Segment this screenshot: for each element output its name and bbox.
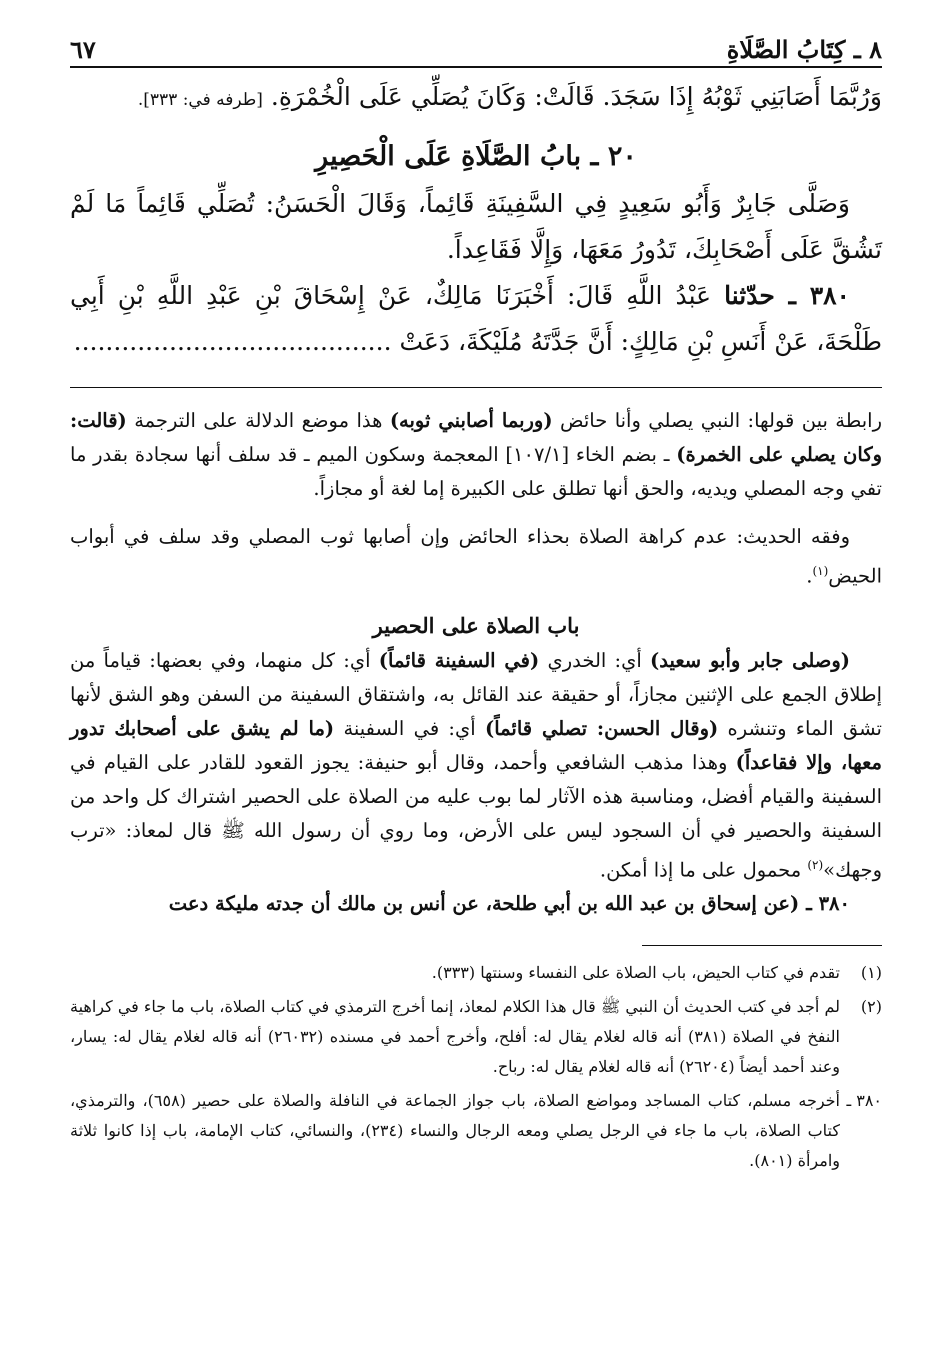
commentary-text: محمول على ما إذا أمكن. <box>599 858 802 881</box>
matn-line-1 <box>70 74 882 123</box>
commentary-text: أي: الخدري <box>547 648 642 672</box>
commentary-text: وهذا مذهب الشافعي وأحمد، وقال أبو حنيفة: يجوز القعود للقادر على القيام في السفينة والقيام أفضل، ومناسبة هذه الآثار لما بوب عليه من الصلاة على الحصير اشتراك كل واحد من السفينة والحصير في أن السجود ليس على الأرض، وما روي أن رسول الله ﷺ قال لمعاذ: «ترب وجهك» <box>70 750 882 881</box>
footnote-marker: (١) <box>812 564 829 578</box>
quoted-text: ٣٨٠ ـ (عن إسحاق بن عبد الله بن أبي طلحة، عن أنس بن مالك أن جدته مليكة دعت <box>168 892 850 915</box>
quoted-text: (وقال الحسن: تصلي قائماً) <box>484 716 719 740</box>
commentary <box>70 404 882 921</box>
main-text <box>70 74 882 365</box>
footnote-text: لم أجد في كتب الحديث أن النبي ﷺ قال هذا الكلام لمعاذ، إنما أخرج الترمذي في كتاب الصلاة، باب ما جاء في كراهية النفخ في الصلاة (٣٨١) أنه قاله لغلام يقال له: أفلح، وأخرج أحمد في مسنده (٢٦٠٣٢) أنه قاله لغلام يقال له: يسار، وعند أحمد أيضاً (٢٦٢٠٤) أنه قاله لغلام يقال له: رباح. <box>70 997 841 1076</box>
page-header <box>70 28 882 68</box>
quoted-text: (وصلى جابر وأبو سعيد) <box>650 648 851 672</box>
quoted-text: (قالت: وكان يصلي على الخمرة) <box>70 409 883 466</box>
commentary-paragraph-2 <box>70 520 882 594</box>
quoted-text: (في السفينة قائماً) <box>378 648 540 672</box>
footnote-text: أخرجه مسلم، كتاب المساجد ومواضع الصلاة، باب جواز الجماعة في النافلة والصلاة على حصير (٦٥٨)، والترمذي، كتاب الصلاة، باب ما جاء في الرجل يصلي ومعه الرجال والنساء (٢٣٤)، والنسائي، كتاب الإمامة، باب إذا كانوا ثلاثة وامرأة (٨٠١). <box>70 1091 840 1170</box>
cross-reference: [طرفه في: ٣٣٣]. <box>137 90 263 110</box>
matn-line-1-text: وَرُبَّمَا أَصَابَنِي ثَوْبُهُ إِذَا سَجَدَ. قَالَتْ: وَكَانَ يُصَلِّي عَلَى الْخُمْرَةِ. <box>270 82 882 111</box>
footnotes <box>70 958 882 1176</box>
matn-paragraph-1: وَصَلَّى جَابِرٌ وَأَبُو سَعِيدٍ فِي السَّفِينَةِ قَائِماً، وَقَالَ الْحَسَنُ: تُصَلِّي قَائِماً مَا لَمْ تَشُقَّ عَلَى أَصْحَابِكَ، تَدُورُ مَعَهَا، وَإِلَّا فَقَاعِداً. <box>70 189 882 264</box>
quoted-text: (ما لم يشق على أصحابك تدور معها، وإلا فقاعداً) <box>70 716 882 774</box>
commentary-text: رابطة بين قولها: النبي يصلي وأنا حائض <box>559 409 883 432</box>
commentary-paragraph-4 <box>70 887 882 921</box>
footnote-number: (١) <box>860 963 882 982</box>
main-divider <box>70 387 882 388</box>
footnote-number: ٣٨٠ ـ <box>846 1091 882 1110</box>
page-number: ٦٧ <box>70 35 96 64</box>
footnote <box>70 992 882 1082</box>
continuation-dots: ........................................ <box>73 327 392 356</box>
footnote-separator <box>642 945 882 946</box>
book-page <box>70 28 882 1180</box>
footnote-text: تقدم في كتاب الحيض، باب الصلاة على النفساء وسنتها (٣٣٣). <box>431 963 840 982</box>
chapter-heading: ٢٠ ـ بابُ الصَّلَاةِ عَلَى الْحَصِيرِ <box>315 141 637 172</box>
footnote-number: (٢) <box>860 997 882 1016</box>
commentary-text: وفقه الحديث: عدم كراهة الصلاة بحذاء الحائض وإن أصابها ثوب المصلي وقد سلف في أبواب الحيض <box>70 525 882 588</box>
commentary-text: أي: في السفينة <box>343 716 476 740</box>
hadith-paragraph <box>70 273 882 365</box>
commentary-heading: باب الصلاة على الحصير <box>372 612 580 638</box>
commentary-text: هذا موضع الدلالة على الترجمة <box>134 409 383 432</box>
commentary-text: ـ بضم الخاء [١٠٧/١] المعجمة وسكون الميم ـ قد سلف أنها سجادة بقدر ما تفي وجه المصلي ويديه، والحق أنها تطلق على الكبيرة إما لغة أو مجازاً. <box>70 443 882 500</box>
commentary-paragraph-3 <box>70 644 882 888</box>
chapter-title: ٨ ـ كِتَابُ الصَّلَاةِ <box>726 35 882 64</box>
hadith-number: ٣٨٠ ـ حدّثنا <box>724 281 850 310</box>
commentary-paragraph-1 <box>70 404 882 506</box>
commentary-text: أي: كل منهما، وفي بعضها: قياماً من إطلاق الجمع على الإثنين مجازاً، أو حقيقة عند القائل به، واشتقاق السفينة من السفن وهو الشق لأنها تشق الماء وتنشره <box>70 648 882 740</box>
commentary-text: . <box>806 564 813 588</box>
footnote <box>70 958 882 988</box>
footnote <box>70 1086 882 1176</box>
footnote-marker: (٢) <box>807 857 824 872</box>
quoted-text: (وربما أصابني ثوبه) <box>389 409 553 432</box>
hadith-text: عَبْدُ اللَّهِ قَالَ: أَخْبَرَنَا مَالِكٌ، عَنْ إِسْحَاقَ بْنِ عَبْدِ اللَّهِ بْنِ أَبِي طَلْحَةَ، عَنْ أَنَسِ بْنِ مَالِكٍ: أَنَّ جَدَّتَهُ مُلَيْكَةَ، دَعَتْ <box>70 281 882 356</box>
